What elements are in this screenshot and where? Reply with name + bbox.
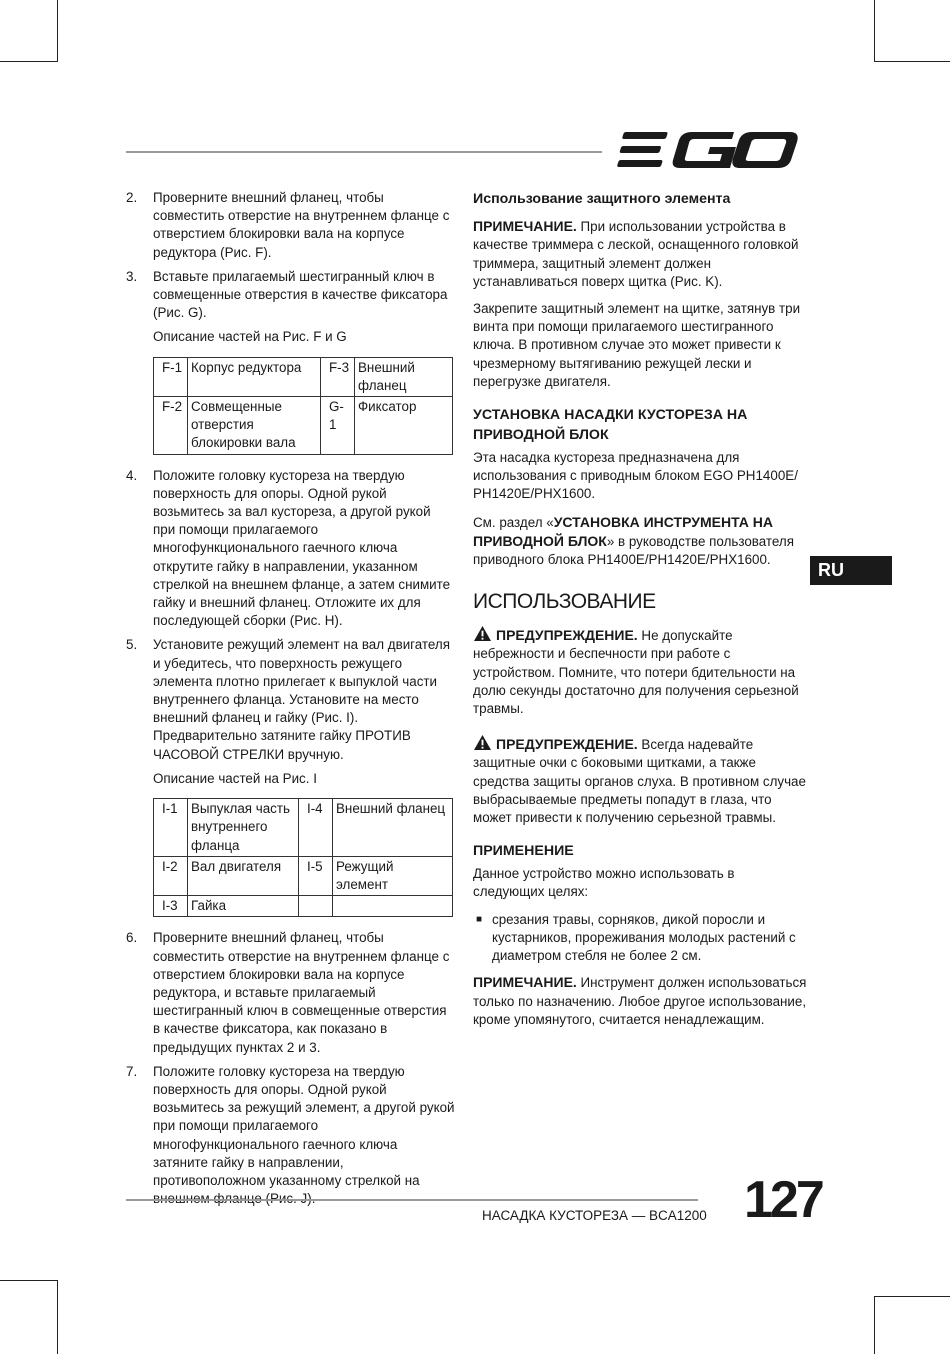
step-number: 3. xyxy=(126,268,138,284)
parts-table-i xyxy=(153,798,453,917)
note-paragraph xyxy=(473,217,808,291)
list-item-text: срезания травы, сорняков, дикой поросли и кустарников, прореживания молодых растений с диаметром стебля не более 2 см. xyxy=(492,911,796,964)
warning-text: Всегда надевайте защитные очки с боковыми щитками, а также средства защиты органов слуха. В противном случае выбрасываемые предметы попадут в глаза, что может привести к получению серьезной травмы. xyxy=(473,737,806,826)
reference-title: УСТАНОВКА ИНСТРУМЕНТА НА ПРИВОДНОЙ БЛОК xyxy=(473,513,773,549)
part-desc: Совмещенные отверстия блокировки вала xyxy=(188,397,321,455)
part-desc: Фиксатор xyxy=(355,397,453,455)
table-caption-i: Описание частей на Рис. I xyxy=(153,770,317,786)
step-7 xyxy=(126,1063,456,1209)
part-code: I-1 xyxy=(154,799,188,857)
crop-mark xyxy=(874,61,950,62)
crop-mark xyxy=(874,0,875,62)
crop-mark xyxy=(57,1280,58,1354)
warning-label: ПРЕДУПРЕЖДЕНИЕ. xyxy=(496,736,638,753)
part-code: G-1 xyxy=(321,397,355,455)
part-code: I-2 xyxy=(154,856,188,895)
warning-text: Не допускайте небрежности и беспечности при работе с устройством. Помните, что потери бдительности на долю секунды достаточно для получения серьезной травмы. xyxy=(473,628,799,717)
crop-mark xyxy=(874,1296,875,1354)
step-5 xyxy=(126,636,456,763)
warning-label: ПРЕДУПРЕЖДЕНИЕ. xyxy=(496,627,638,644)
left-column xyxy=(126,189,456,1214)
install-heading: УСТАНОВКА НАСАДКИ КУСТОРЕЗА НА ПРИВОДНОЙ БЛОК xyxy=(473,407,748,444)
parts-table-fg xyxy=(153,357,453,455)
step-3 xyxy=(126,268,456,323)
step-number: 6. xyxy=(126,930,138,946)
step-text: Проверните внешний фланец, чтобы совместить отверстие на внутреннем фланце с отверстием блокировки вала на корпусе редуктора (Рис. F). xyxy=(153,190,450,260)
install-paragraph: Эта насадка кустореза предназначена для использования с приводным блоком EGO PH1400E/ PH1420E/PHX1600. xyxy=(473,450,798,502)
part-code: I-3 xyxy=(154,896,188,917)
footer-rule xyxy=(126,1199,698,1201)
step-text: Установите режущий элемент на вал двигателя и убедитесь, что поверхность режущего элемента плотно прилегает к выпуклой части внутреннего фланца. Установите на место внешний фланец и гайку (Рис. I). Предварительно затяните гайку ПРОТИВ ЧАСОВОЙ СТРЕЛКИ вручную. xyxy=(153,637,450,762)
part-code: I-4 xyxy=(299,799,333,857)
part-desc: Выпуклая часть внутреннего фланца xyxy=(188,799,299,857)
guard-section-title: Использование защитного элемента xyxy=(473,191,731,207)
part-code: I-5 xyxy=(299,856,333,895)
header-rule xyxy=(126,151,602,153)
part-desc: Режущий элемент xyxy=(333,856,453,895)
step-text: Положите головку кустореза на твердую поверхность для опоры. Одной рукой возьмитесь за режущий элемент, а другой рукой при помощи прилагаемого многофункционального гаечного ключа затяните гайку в направлении, противоположном указанному стрелкой на xyxy=(153,1063,455,1188)
part-desc: Гайка xyxy=(188,896,299,917)
application-heading: ПРИМЕНЕНИЕ xyxy=(473,843,574,860)
crop-mark xyxy=(0,1280,58,1281)
warning-paragraph xyxy=(473,734,808,827)
table-caption-fg: Описание частей на Рис. F и G xyxy=(153,329,347,345)
part-code: F-3 xyxy=(321,357,355,396)
right-column xyxy=(473,190,808,1038)
usage-heading: ИСПОЛЬЗОВАНИЕ xyxy=(473,590,656,614)
ego-logo xyxy=(616,126,800,174)
step-6 xyxy=(126,929,456,1056)
step-number: 5. xyxy=(126,637,138,653)
note-paragraph xyxy=(473,973,808,1029)
part-desc: Вал двигателя xyxy=(188,856,299,895)
bullet-icon: ■ xyxy=(476,913,483,925)
warning-icon xyxy=(473,734,492,751)
step-4 xyxy=(126,467,456,631)
step-text: Проверните внешний фланец, чтобы совместить отверстие на внутреннем фланце с отверстием блокировки вала на корпусе редуктора, и вставьте прилагаемый шестигранный ключ в совмещенные отверстия в качестве фиксатора, как показано в предыдущих пунктах 2 и 3. xyxy=(153,930,450,1055)
note-text: Инструмент должен использоваться только по назначению. Любое другое использование, кроме упомянутого, считается ненадлежащим. xyxy=(473,975,807,1027)
language-tab: RU xyxy=(810,556,892,585)
crop-mark xyxy=(0,61,58,62)
footer-title: НАСАДКА КУСТОРЕЗА — BCA1200 xyxy=(482,1208,707,1223)
text-fragment: » в руководстве пользователя приводного блока PH1400E/PH1420E/PHX1600. xyxy=(473,533,794,568)
step-number: 4. xyxy=(126,467,138,483)
table-row xyxy=(154,856,453,895)
step-number: 2. xyxy=(126,190,138,205)
part-code xyxy=(299,896,333,917)
part-desc xyxy=(333,896,453,917)
crop-mark xyxy=(57,0,58,62)
table-row xyxy=(154,397,453,455)
warning-paragraph xyxy=(473,625,808,718)
part-desc: Внешний фланец xyxy=(333,799,453,857)
part-desc: Внешний фланец xyxy=(355,357,453,396)
note-label: ПРИМЕЧАНИЕ. xyxy=(473,218,577,235)
step-number: 7. xyxy=(126,1063,138,1079)
page-number: 127 xyxy=(744,1171,822,1229)
table-row xyxy=(154,799,453,857)
note-text: При использовании устройства в качестве триммера с леской, оснащенного головкой триммера, защитный элемент должен устанавливаться поверх щитка (Рис. K). xyxy=(473,219,799,289)
warning-icon xyxy=(473,625,492,642)
step-2 xyxy=(126,189,456,262)
part-desc: Корпус редуктора xyxy=(188,357,321,396)
crop-mark xyxy=(874,1296,950,1297)
guard-paragraph: Закрепите защитный элемент на щитке, затянув три винта при помощи прилагаемого шестигранного ключа. В противном случае это может привести к чрезмерному вытягиванию режущей лески и перегрузке двигателя. xyxy=(473,301,801,389)
application-paragraph: Данное устройство можно использовать в следующих целях: xyxy=(473,866,735,900)
note-label: ПРИМЕЧАНИЕ. xyxy=(473,974,577,991)
step-text: Положите головку кустореза на твердую поверхность для опоры. Одной рукой возьмитесь за вал кустореза, а другой рукой при помощи прилагаемого многофункционального гаечного ключа открутите гайку в направлении, указанном стрелкой на внешнем фланце, а затем снимите гайку и внешний фланец. Отложите их для последующей сборки (Рис. H). xyxy=(153,467,451,629)
step-text: Вставьте прилагаемый шестигранный ключ в совмещенные отверстия в качестве фиксатора (Рис. G). xyxy=(153,268,448,321)
part-code: F-2 xyxy=(154,397,188,455)
list-item xyxy=(473,911,808,966)
table-row xyxy=(154,896,453,917)
text-fragment: См. раздел « xyxy=(473,514,554,530)
install-reference-paragraph xyxy=(473,513,808,570)
table-row xyxy=(154,357,453,396)
part-code: F-1 xyxy=(154,357,188,396)
